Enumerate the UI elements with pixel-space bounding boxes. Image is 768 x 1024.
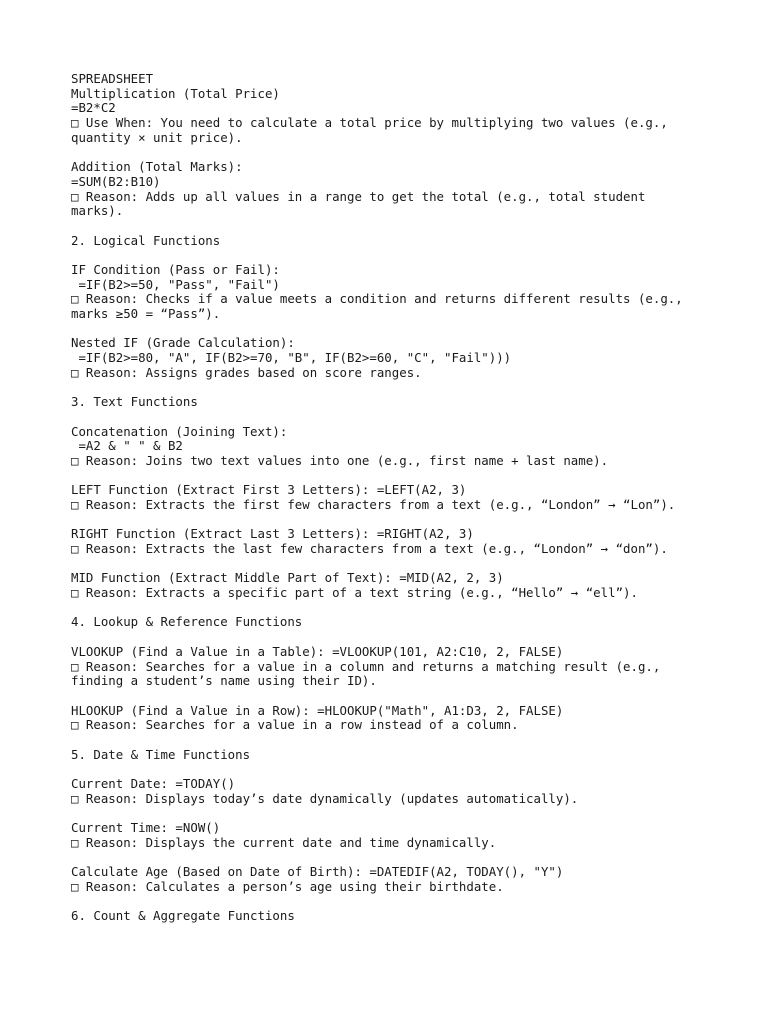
text-line: □ Reason: Extracts the last few characters from a text (e.g., “London” → “don”). (71, 541, 668, 556)
text-line: marks). (71, 203, 124, 219)
text-line: =IF(B2>=80, "A", IF(B2>=70, "B", IF(B2>=60, "C", "Fail"))) (71, 350, 512, 366)
text-line: □ Reason: Checks if a value meets a condition and returns different results (e.g., (71, 291, 683, 307)
blank-line (71, 145, 751, 160)
blank-line (71, 322, 751, 337)
text-line: quantity × unit price). (71, 129, 243, 145)
text-line: □ Reason: Extracts the first few characters from a text (e.g., “London” → “Lon”). (71, 496, 676, 512)
blank-line (71, 895, 751, 910)
blank-line (71, 850, 751, 865)
text-line: 4. Lookup & Reference Functions (71, 614, 303, 630)
text-line: □ Reason: Searches for a value in a column and returns a matching result (e.g., (71, 658, 661, 674)
text-line: =IF(B2>=50, "Pass", "Fail") (71, 276, 280, 292)
blank-line (71, 219, 751, 234)
blank-line (71, 630, 751, 645)
text-line: 6. Count & Aggregate Functions (71, 908, 295, 924)
text-line: Multiplication (Total Price) (71, 85, 280, 101)
text-line: LEFT Function (Extract First 3 Letters): =LEFT(A2, 3) (71, 482, 467, 498)
text-line: □ Reason: Displays the current date and time dynamically. (71, 834, 497, 850)
blank-line (71, 248, 751, 263)
text-line: IF Condition (Pass or Fail): (71, 261, 280, 277)
text-line: □ Reason: Joins two text values into one (e.g., first name + last name). (71, 452, 609, 468)
text-line: Current Time: =NOW() (71, 820, 221, 836)
blank-line (71, 733, 751, 748)
blank-line (71, 380, 751, 395)
text-line: SPREADSHEET (71, 71, 154, 86)
text-line: □ Reason: Assigns grades based on score ranges. (71, 364, 422, 380)
text-line: □ Reason: Adds up all values in a range to get the total (e.g., total student (71, 188, 646, 204)
text-line: Current Date: =TODAY() (71, 776, 236, 791)
text-line: marks ≥50 = “Pass”). (71, 306, 221, 321)
text-line: □ Reason: Extracts a specific part of a text string (e.g., “Hello” → “ell”). (71, 585, 638, 601)
text-line: RIGHT Function (Extract Last 3 Letters): =RIGHT(A2, 3) (71, 526, 474, 542)
blank-line (71, 689, 751, 704)
text-line: HLOOKUP (Find a Value in a Row): =HLOOKUP("Math", A1:D3, 2, FALSE) (71, 702, 564, 718)
blank-line (71, 410, 751, 425)
text-line: Addition (Total Marks): (71, 159, 243, 175)
text-line: Concatenation (Joining Text): (71, 423, 288, 439)
text-line: Calculate Age (Based on Date of Birth): =DATEDIF(A2, TODAY(), "Y") (71, 864, 564, 880)
text-line: □ Use When: You need to calculate a total price by multiplying two values (e.g., (71, 115, 668, 131)
blank-line (71, 513, 751, 528)
text-line: =A2 & " " & B2 (71, 438, 183, 454)
blank-line (71, 806, 751, 821)
text-line: □ Reason: Displays today’s date dynamically (updates automatically). (71, 790, 579, 806)
text-line: 3. Text Functions (71, 394, 198, 410)
text-line: □ Reason: Calculates a person’s age using their birthdate. (71, 878, 504, 894)
text-line: Nested IF (Grade Calculation): (71, 335, 295, 351)
text-line: 5. Date & Time Functions (71, 746, 251, 762)
text-line: 2. Logical Functions (71, 232, 221, 248)
blank-line (71, 469, 751, 484)
text-line: finding a student’s name using their ID). (71, 673, 377, 689)
document-text (71, 72, 751, 924)
blank-line (71, 557, 751, 572)
text-line: VLOOKUP (Find a Value in a Table): =VLOOKUP(101, A2:C10, 2, FALSE) (71, 643, 564, 659)
text-line: □ Reason: Searches for a value in a row instead of a column. (71, 717, 519, 733)
text-line: MID Function (Extract Middle Part of Text): =MID(A2, 2, 3) (71, 570, 504, 586)
text-line: =SUM(B2:B10) (71, 173, 161, 189)
blank-line (71, 601, 751, 616)
text-line: =B2*C2 (71, 100, 116, 116)
blank-line (71, 762, 751, 777)
